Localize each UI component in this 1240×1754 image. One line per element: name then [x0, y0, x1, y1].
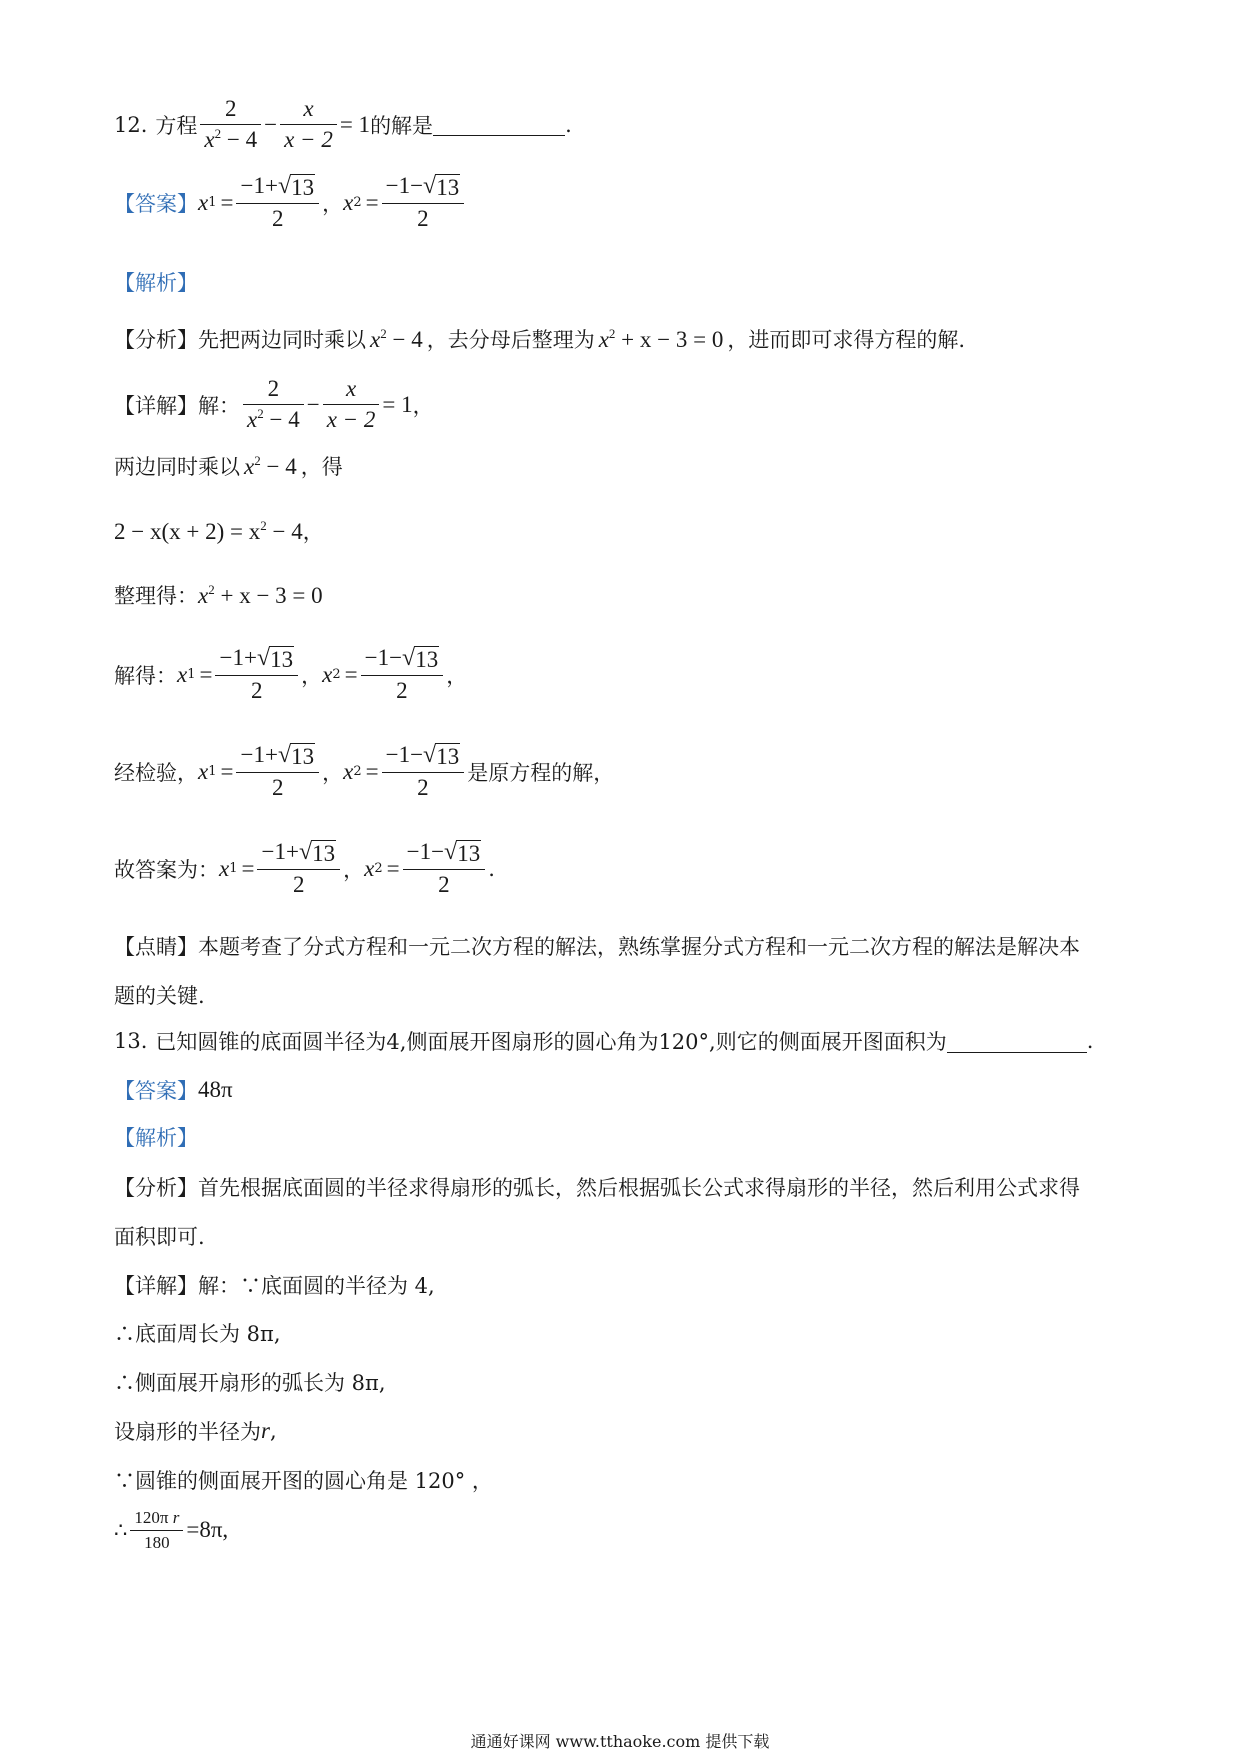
q13-line-4: ∵圆锥的侧面展开图的圆心角是 120° ， [114, 1469, 493, 1493]
answer-tag: 【答案】 [114, 191, 198, 216]
q12-prompt: 12. 方程 $\frac{2}{x^2 - 4}$ − $\frac{x}{x - 2}$ = 1 的解是 . [114, 96, 572, 153]
q12-eq-fraction-1: $\frac{2}{x^2 - 4}$ [200, 96, 261, 154]
q12-jiexi-tag: 【解析】 [114, 271, 198, 295]
q12-step-3: $2 - x(x + 2) = x^2 - 4$ ， [114, 517, 324, 544]
q12-step-5: 解得： x 1 = −1+ √ 13 2 ， x 2 = −1− √ 13 2 ， [114, 645, 468, 704]
q12-prompt-prefix: 方程 [155, 113, 198, 138]
q12-number: 12. [114, 112, 148, 137]
q12-detail-equation: 【详解】 解： $\frac{2}{x^2 - 4}$ − $\frac{x}{x - 2}$ = 1 ， [114, 376, 434, 433]
q13-line-5: ∴ $\frac{\text{120π r}}{180}$ =8π, [114, 1508, 229, 1552]
q13-detail: 【详解】 解：∵底面圆的半径为 4, [114, 1274, 435, 1298]
q13-answer: 【答案】 48π [114, 1077, 233, 1103]
q12-eq-fraction-2: $\frac{x}{x - 2}$ [280, 96, 337, 154]
q13-prompt: 13. 已知圆锥的底面圆半径为4,侧面展开图扇形的圆心角为120°,则它的侧面展开图面积为 . [114, 1029, 1094, 1054]
q12-answer-x2-fraction: −1− √ 13 2 [382, 173, 465, 233]
q12-analysis: 【分析】 先把两边同时乘以 $x^2 - 4$ ，去分母后整理为 $x^2 + x - 3 = 0$ ，进而即可求得方程的解. [114, 325, 966, 352]
q12-answer: 【答案】 x 1 = −1+ √ 13 2 ， x 2 = −1− √ 13 2 [114, 173, 467, 233]
q13-analysis-cont: 面积即可. [114, 1225, 205, 1249]
q13-line-2: ∴侧面展开扇形的弧长为 8π, [114, 1371, 386, 1395]
q12-answer-x1-fraction: −1+ √ 13 2 [236, 173, 319, 233]
q12-step-6: 经检验， x 1 = −1+ √ 13 2 ， x 2 = −1− √ 13 2 是原方程的解， [114, 742, 615, 801]
q12-answer-blank [433, 113, 565, 136]
q13-analysis: 【分析】 首先根据底面圆的半径求得扇形的弧长，然后根据弧长公式求得扇形的半径，然后利用公式求得 [114, 1176, 1080, 1200]
q12-step-4: 整理得： $x^2 + x - 3 = 0$ [114, 581, 323, 608]
q12-prompt-suffix: 的解是 [370, 113, 434, 138]
q12-step-2: 两边同时乘以 $x^2 - 4$ ，得 [114, 452, 343, 479]
q12-dianjing: 【点睛】 本题考查了分式方程和一元二次方程的解法，熟练掌握分式方程和一元二次方程的解法是解决本 [114, 935, 1080, 959]
q12-step-7: 故答案为： x 1 = −1+ √ 13 2 ， x 2 = −1− √ 13 2 . [114, 839, 495, 898]
q13-line-3: 设扇形的半径为 r , [114, 1418, 277, 1444]
q13-answer-blank [947, 1030, 1087, 1053]
q12-dianjing-cont: 题的关键. [114, 984, 205, 1008]
q13-line-1: ∴底面周长为 8π, [114, 1322, 281, 1346]
footer: 通通好课网 www.tthaoke.com 提供下载 [470, 1732, 770, 1751]
q13-jiexi-tag: 【解析】 [114, 1126, 198, 1150]
